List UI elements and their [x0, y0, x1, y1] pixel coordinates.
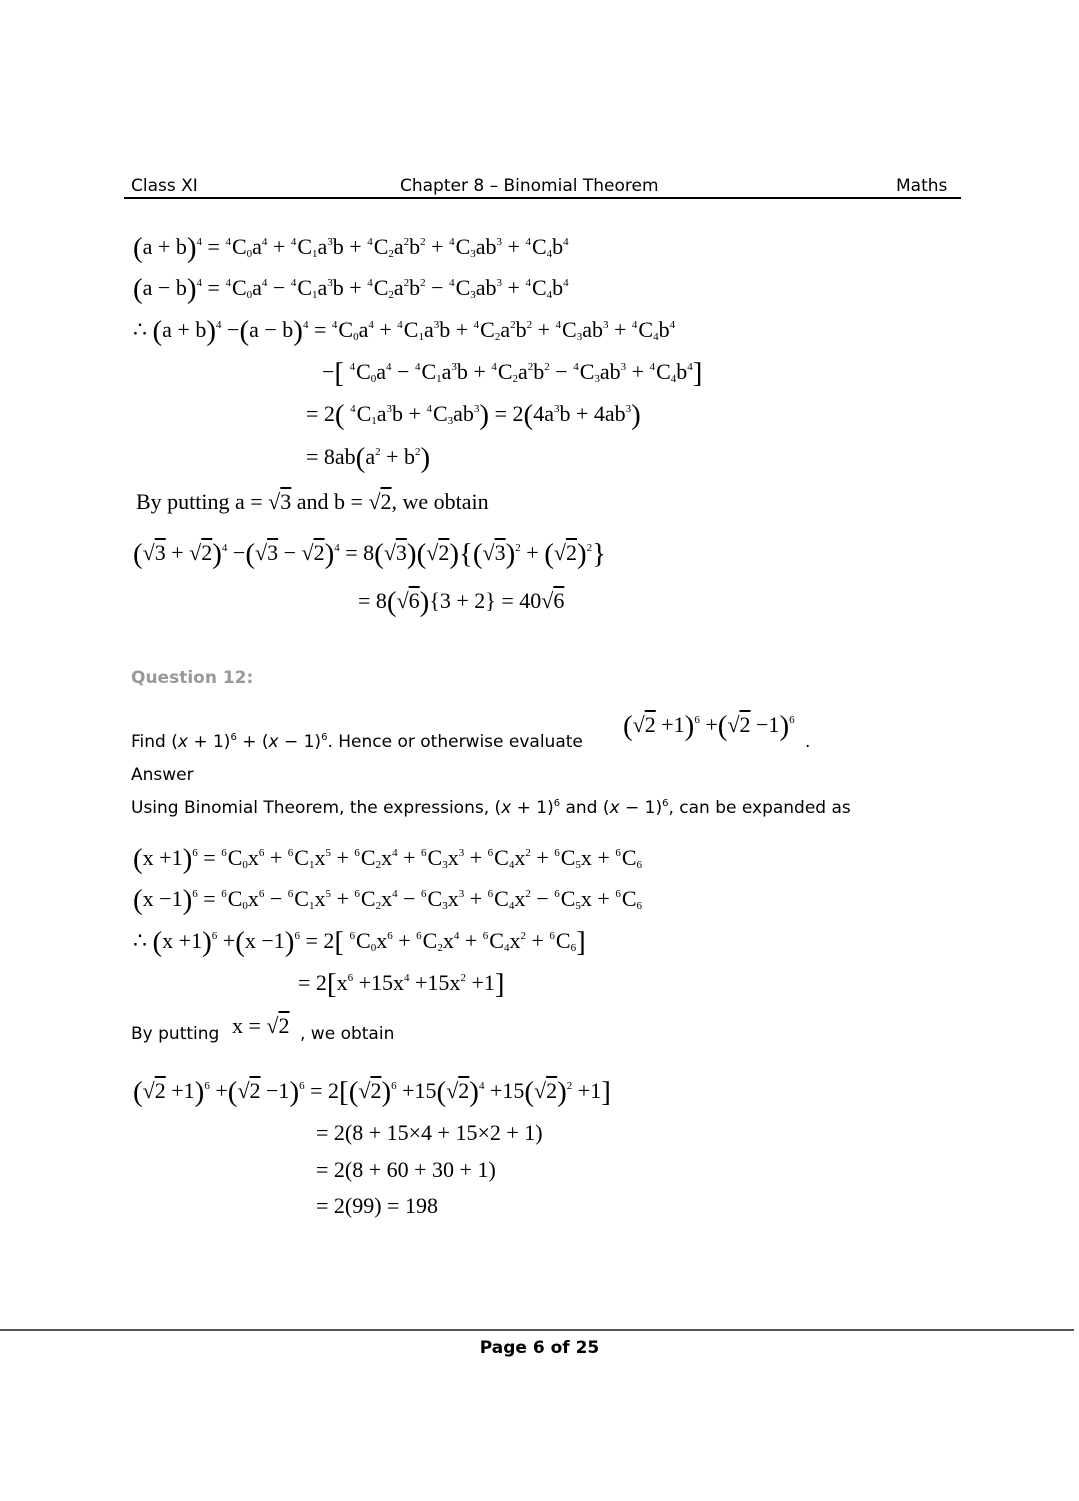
- footer-divider: [0, 1329, 1074, 1331]
- equation-evaluate: $(√2 +1)^6 +(√2 -1)^6 = 2[(√2)^6 +15(√2)^4 +15(√2)^2 +1]$: [133, 1076, 611, 1108]
- question-period: .: [805, 732, 811, 752]
- answer-intro: Using Binomial Theorem, the expressions, $(x + 1)^6$ and $(x - 1)^6$, can be expanded as: [131, 798, 851, 818]
- putting-x-math: x = √2: [232, 1013, 290, 1038]
- equation-step-1: = 2(8 + 15×4 + 15×2 + 1): [316, 1120, 543, 1145]
- header-class: Class XI: [131, 176, 198, 196]
- equation-x-minus-1-6: $(x -1)^6 = ^6C_0x^6 - ^6C_1x^5 + ^6C_2x^4 - ^6C_3x^3 + ^6C_4x^2 - ^6C_5x + ^6C_6$: [133, 884, 643, 916]
- equation-simplify-1: = 2( $^4C_1a^3b + ^4C_3ab^3) = 2(4a^3b + 4ab^3)$: [306, 399, 641, 431]
- question-title: Question 12:: [131, 668, 254, 688]
- answer-label: Answer: [131, 765, 194, 785]
- equation-difference: ∴ $(a + b)^4 -(a - b)^4 = ^4C_0a^4 + ^4C_1a^3b + ^4C_2a^2b^2 + ^4C_3ab^3 + ^4C_4b^4$: [133, 315, 676, 347]
- putting-prefix: By putting: [131, 1024, 220, 1044]
- equation-bracket: −[ $^4C_0a^4 - ^4C_1a^3b + ^4C_2a^2b^2 - ^4C_3ab^3 + ^4C_4b^4$]: [322, 357, 703, 389]
- equation-result-198: = 2(99) = 198: [316, 1193, 438, 1218]
- equation-substitute: $(√3 + √2)^4 -(√3 - √2)^4 = 8(√3)(√2)\{(√3)^2 + (√2)^2\}$: [133, 538, 607, 570]
- page-number: Page 6 of 25: [479, 1338, 600, 1358]
- putting-x-text: [131, 1024, 219, 1044]
- equation-a-minus-b-4: $(a - b)^4 = ^4C_0a^4 - ^4C_1a^3b + ^4C_2a^2b^2 - ^4C_3ab^3 + ^4C_4b^4$: [133, 273, 569, 305]
- equation-step-2: = 2(8 + 60 + 30 + 1): [316, 1157, 496, 1182]
- equation-a-plus-b-4: $(a + b)^4 = ^4C_0a^4 + ^4C_1a^3b + ^4C_2a^2b^2 + ^4C_3ab^3 + ^4C_4b^4$: [133, 232, 569, 264]
- question-expression: $(√2 +1)^6 +(√2 -1)^6$: [623, 710, 795, 742]
- putting-values-text: By putting a = √3 and b = √2, we obtain: [136, 489, 489, 514]
- equation-sum-simplified: = $2[x^6 +15x^4 +15x^2 +1]$: [298, 968, 505, 1000]
- equation-sum: ∴ $(x +1)^6 +(x -1)^6 = 2$[ $^6C_0x^6 + ^6C_2x^4 + ^6C_4x^2 + ^6C_6$]: [133, 926, 586, 958]
- equation-simplify-2: = $8ab(a^2 + b^2)$: [306, 442, 431, 474]
- equation-result-40-root6: = 8(√6){3 + 2} = 40√6: [358, 586, 565, 618]
- question-prompt: Find $(x + 1)^6 + (x - 1)^6$. Hence or otherwise evaluate: [131, 732, 583, 752]
- header-subject: Maths: [896, 176, 948, 196]
- header-divider: [124, 197, 961, 199]
- putting-suffix: , we obtain: [300, 1024, 395, 1044]
- equation-x-plus-1-6: $(x +1)^6 = ^6C_0x^6 + ^6C_1x^5 + ^6C_2x^4 + ^6C_3x^3 + ^6C_4x^2 + ^6C_5x + ^6C_6$: [133, 843, 643, 875]
- header-chapter: Chapter 8 – Binomial Theorem: [400, 176, 659, 196]
